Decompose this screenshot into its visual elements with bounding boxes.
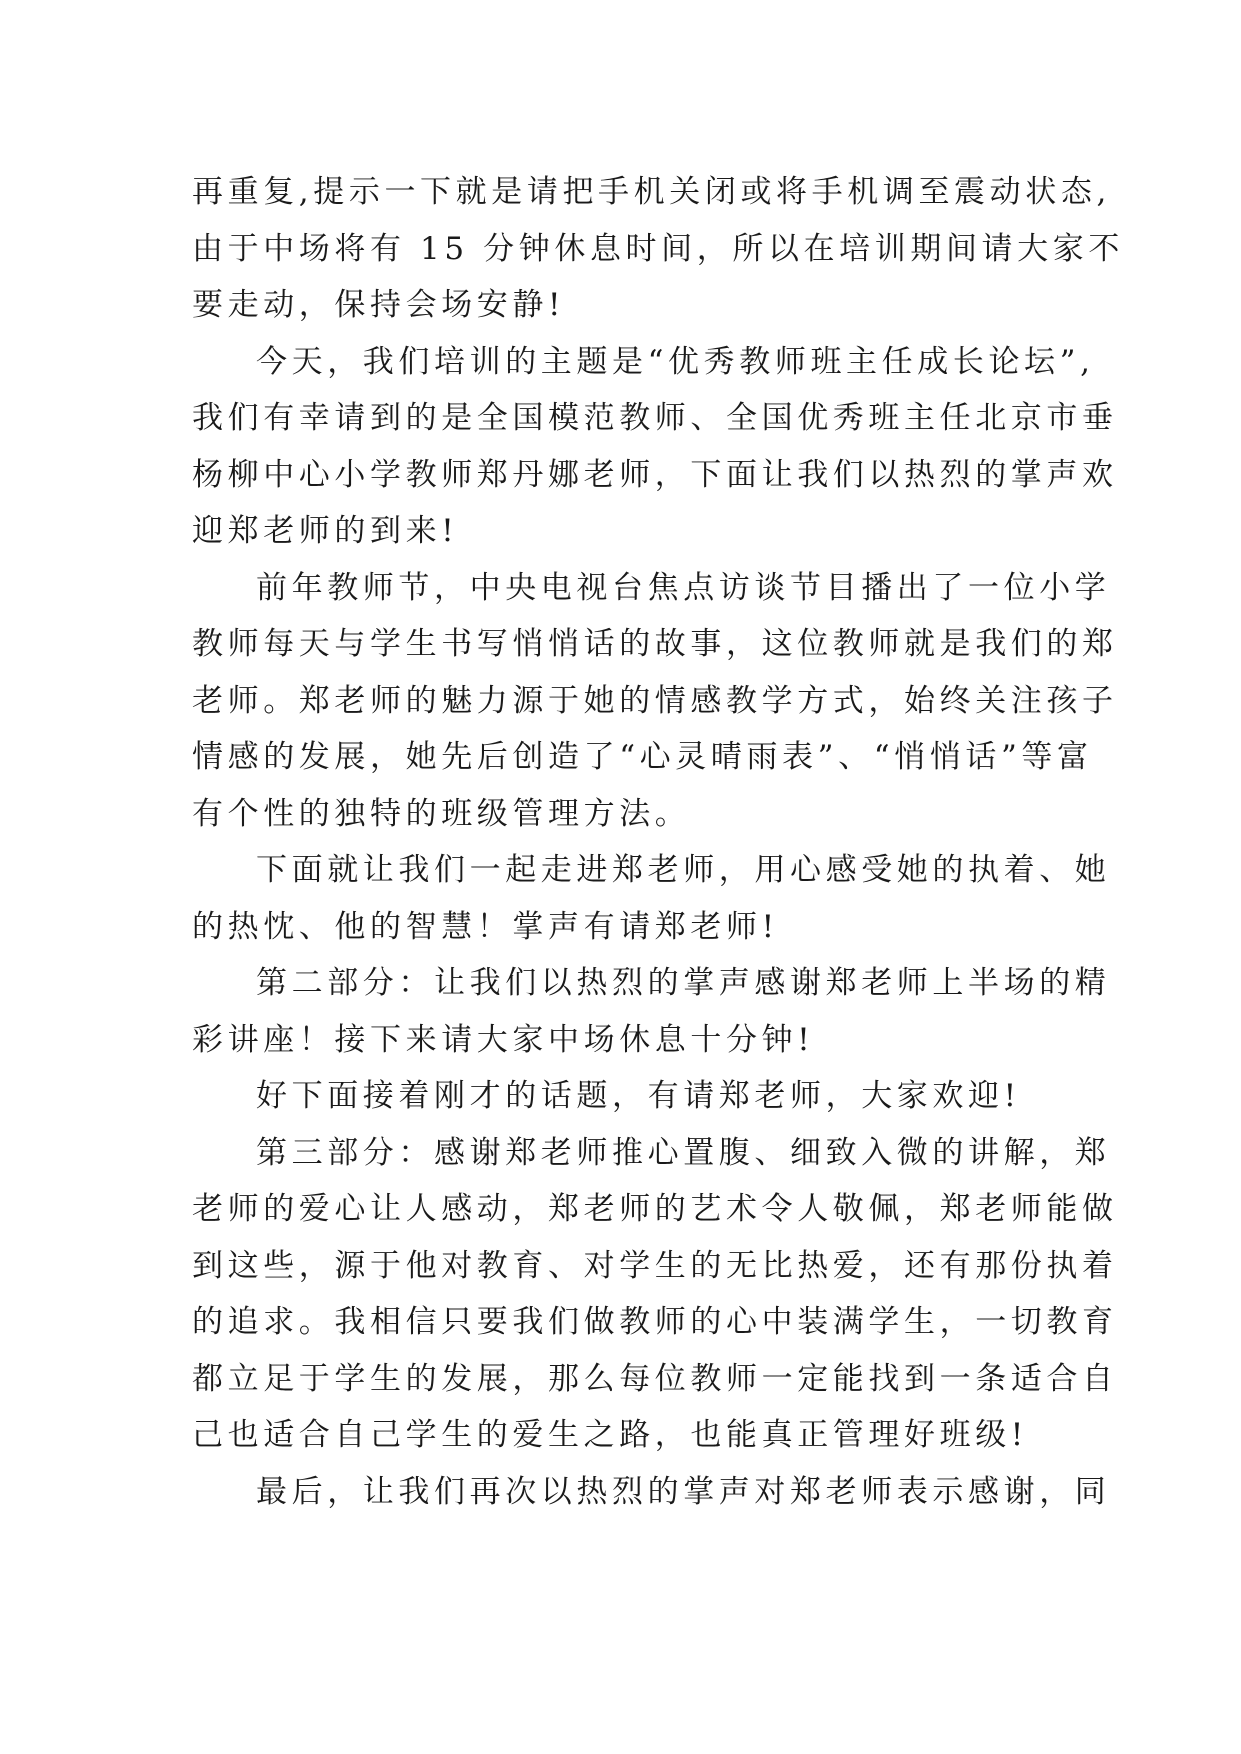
paragraph-first-line: 前年教师节，中央电视台焦点访谈节目播出了一位小学 xyxy=(256,569,1111,606)
paragraph-line: 由于中场将有 15 分钟休息时间，所以在培训期间请大家不 xyxy=(192,230,1124,267)
paragraph-line: 有个性的独特的班级管理方法。 xyxy=(192,795,691,832)
paragraph-line: 情感的发展，她先后创造了“心灵晴雨表”、“悄悄话”等富 xyxy=(192,739,1093,775)
paragraph-line: 再重复,提示一下就是请把手机关闭或将手机调至震动状态, xyxy=(192,174,1111,210)
document-body xyxy=(192,164,1124,1520)
paragraph-line: 彩讲座！接下来请大家中场休息十分钟! xyxy=(192,1021,815,1058)
paragraph-line: 要走动，保持会场安静! xyxy=(192,287,566,323)
paragraph-line: 老师。郑老师的魅力源于她的情感教学方式，始终关注孩子 xyxy=(192,682,1118,719)
paragraph-line: 老师的爱心让人感动，郑老师的艺术令人敬佩，郑老师能做 xyxy=(192,1191,1118,1227)
paragraph-first-line: 第二部分：让我们以热烈的掌声感谢郑老师上半场的精 xyxy=(256,965,1111,1001)
paragraph-first-line: 好下面接着刚才的话题，有请郑老师，大家欢迎! xyxy=(256,1078,1021,1114)
paragraph-line: 我们有幸请到的是全国模范教师、全国优秀班主任北京市垂 xyxy=(192,400,1118,436)
paragraph-line: 杨柳中心小学教师郑丹娜老师，下面让我们以热烈的掌声欢 xyxy=(192,456,1118,493)
paragraph-line: 己也适合自己学生的爱生之路，也能真正管理好班级! xyxy=(192,1417,1028,1453)
paragraph-first-line: 最后，让我们再次以热烈的掌声对郑老师表示感谢，同 xyxy=(256,1473,1111,1510)
paragraph-line: 到这些，源于他对教育、对学生的无比热爱，还有那份执着 xyxy=(192,1247,1118,1284)
paragraph-line: 迎郑老师的到来! xyxy=(192,513,459,549)
paragraph-line: 的追求。我相信只要我们做教师的心中装满学生，一切教育 xyxy=(192,1304,1118,1340)
paragraph-first-line: 今天，我们培训的主题是“优秀教师班主任成长论坛”, xyxy=(256,343,1095,380)
paragraph-line: 的热忱、他的智慧！掌声有请郑老师! xyxy=(192,908,779,945)
paragraph-first-line: 第三部分：感谢郑老师推心置腹、细致入微的讲解，郑 xyxy=(256,1134,1111,1171)
paragraph-line: 都立足于学生的发展，那么每位教师一定能找到一条适合自 xyxy=(192,1360,1118,1397)
paragraph-first-line: 下面就让我们一起走进郑老师，用心感受她的执着、她 xyxy=(256,852,1111,888)
paragraph-line: 教师每天与学生书写悄悄话的故事，这位教师就是我们的郑 xyxy=(192,626,1118,662)
